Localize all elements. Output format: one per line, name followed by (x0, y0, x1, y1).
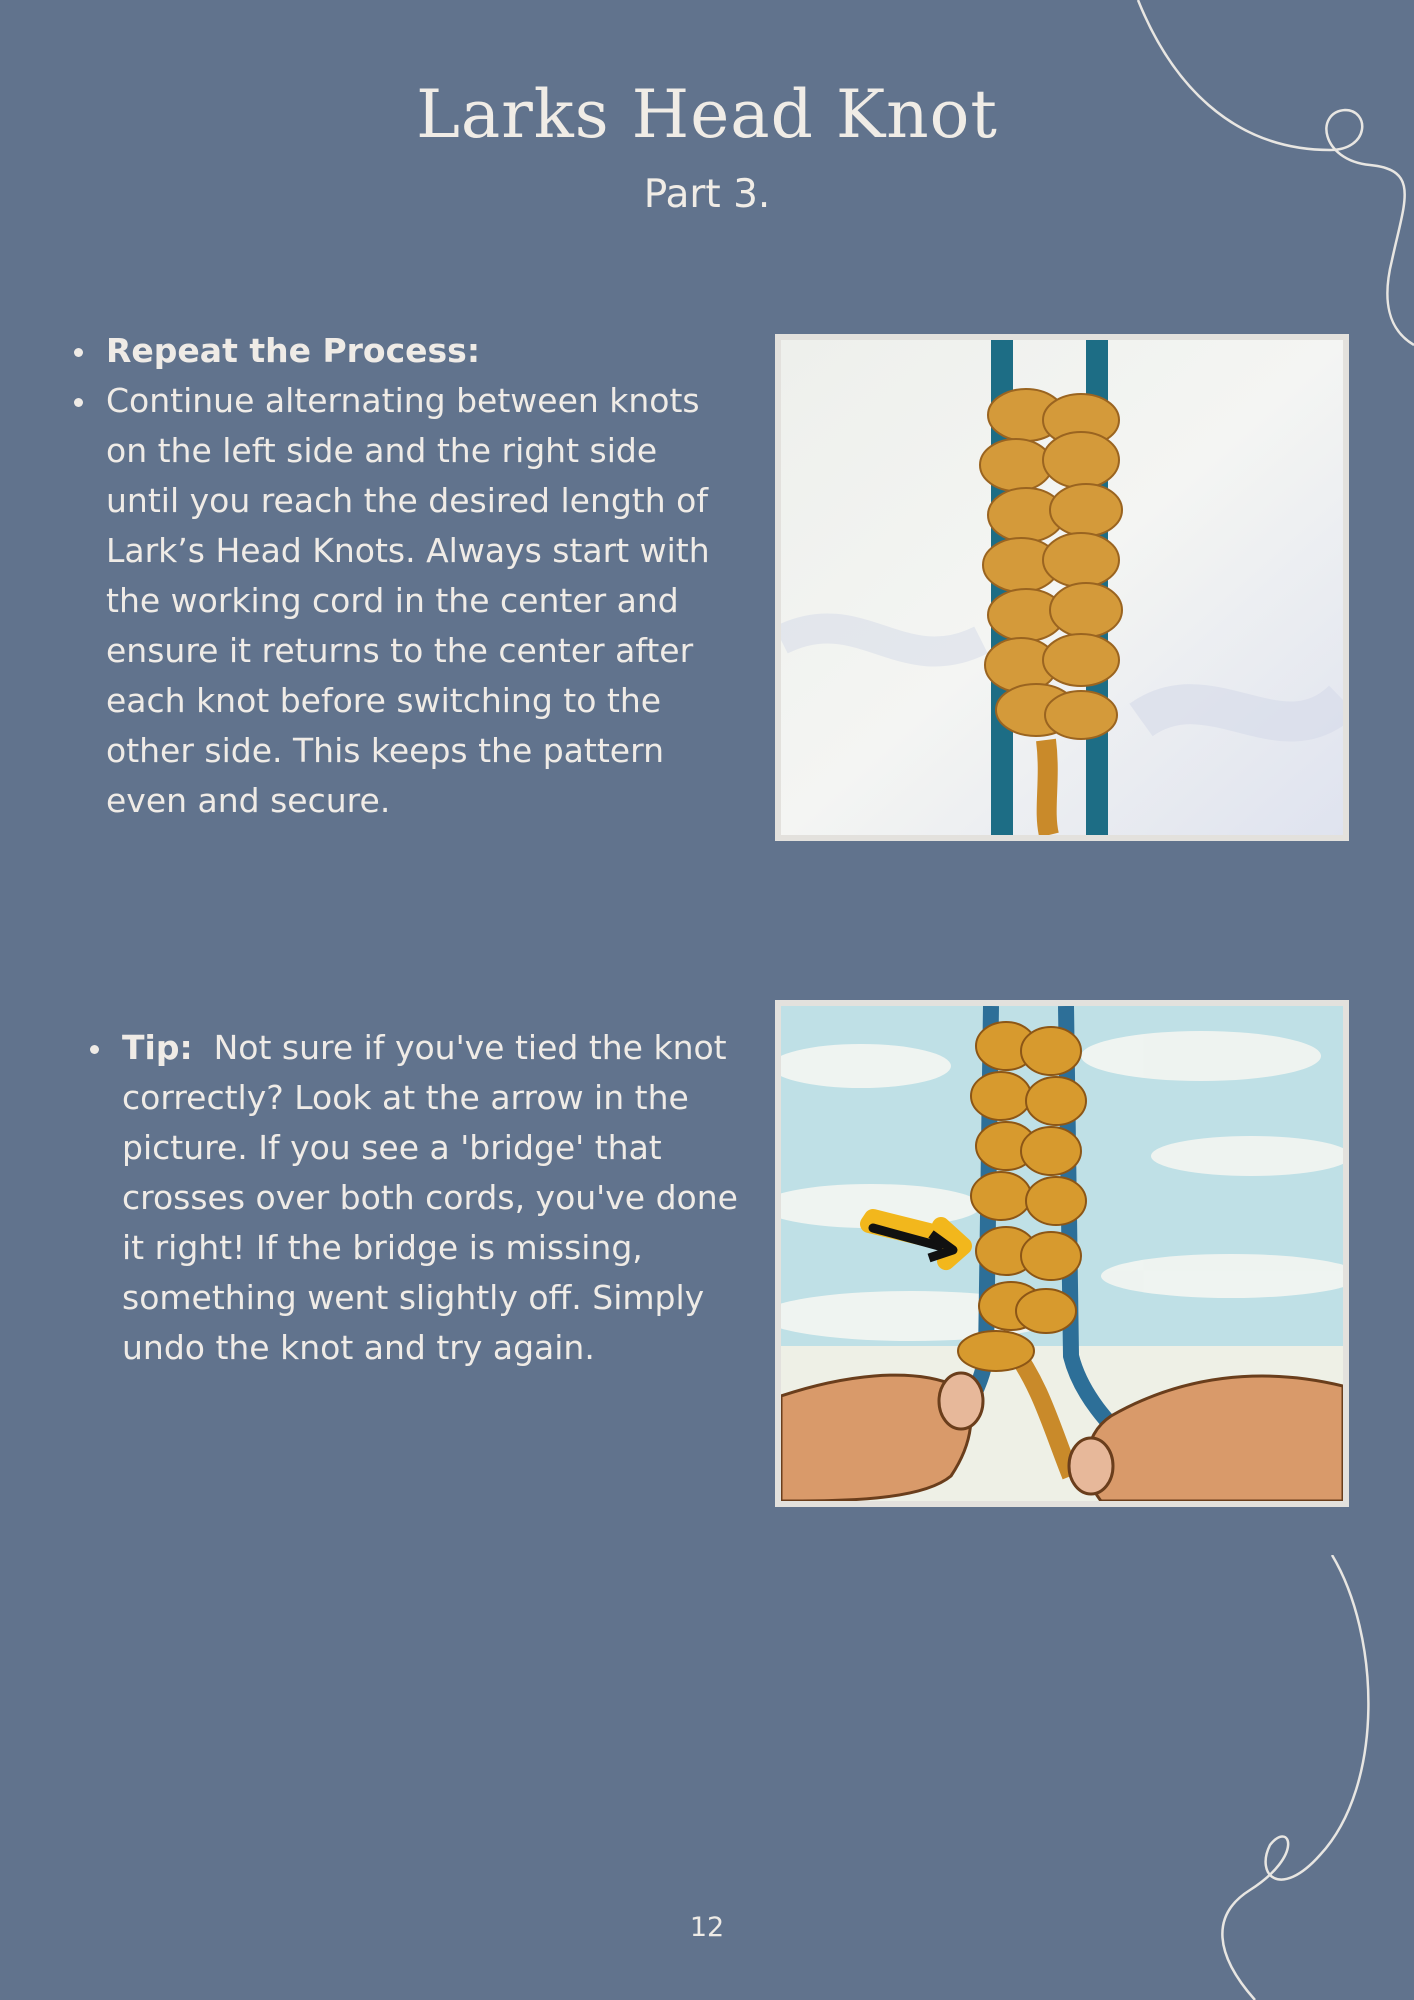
page-subtitle: Part 3. (643, 172, 771, 217)
knot-photo-1 (775, 334, 1349, 841)
tip-label: Tip: (122, 1028, 193, 1067)
list-item (88, 1023, 738, 1373)
section-body: Continue alternating between knots on the left side and the right side until you reach the desired length of Lark’s Head Knots. Always start with the working cord in the center and ensure it returns to the center after each knot before switching to the other side. This keeps the pattern even and secure. (106, 381, 710, 820)
section-heading: Repeat the Process: (106, 331, 481, 370)
section-repeat-process (72, 326, 722, 826)
section-tip (88, 1023, 738, 1373)
tip-body: Not sure if you've tied the knot correctly? Look at the arrow in the picture. If you see a 'bridge' that crosses over both cords, you've done it right! If the bridge is missing, something went slightly off. Simply undo the knot and try again. (122, 1028, 738, 1367)
page-title: Larks Head Knot (416, 76, 998, 153)
knot-illustration (781, 340, 1343, 835)
knot-check-illustration (781, 1006, 1343, 1501)
knot-photo-2 (775, 1000, 1349, 1507)
list-item (72, 376, 722, 826)
list-item (72, 326, 722, 376)
page-number: 12 (689, 1912, 725, 1943)
